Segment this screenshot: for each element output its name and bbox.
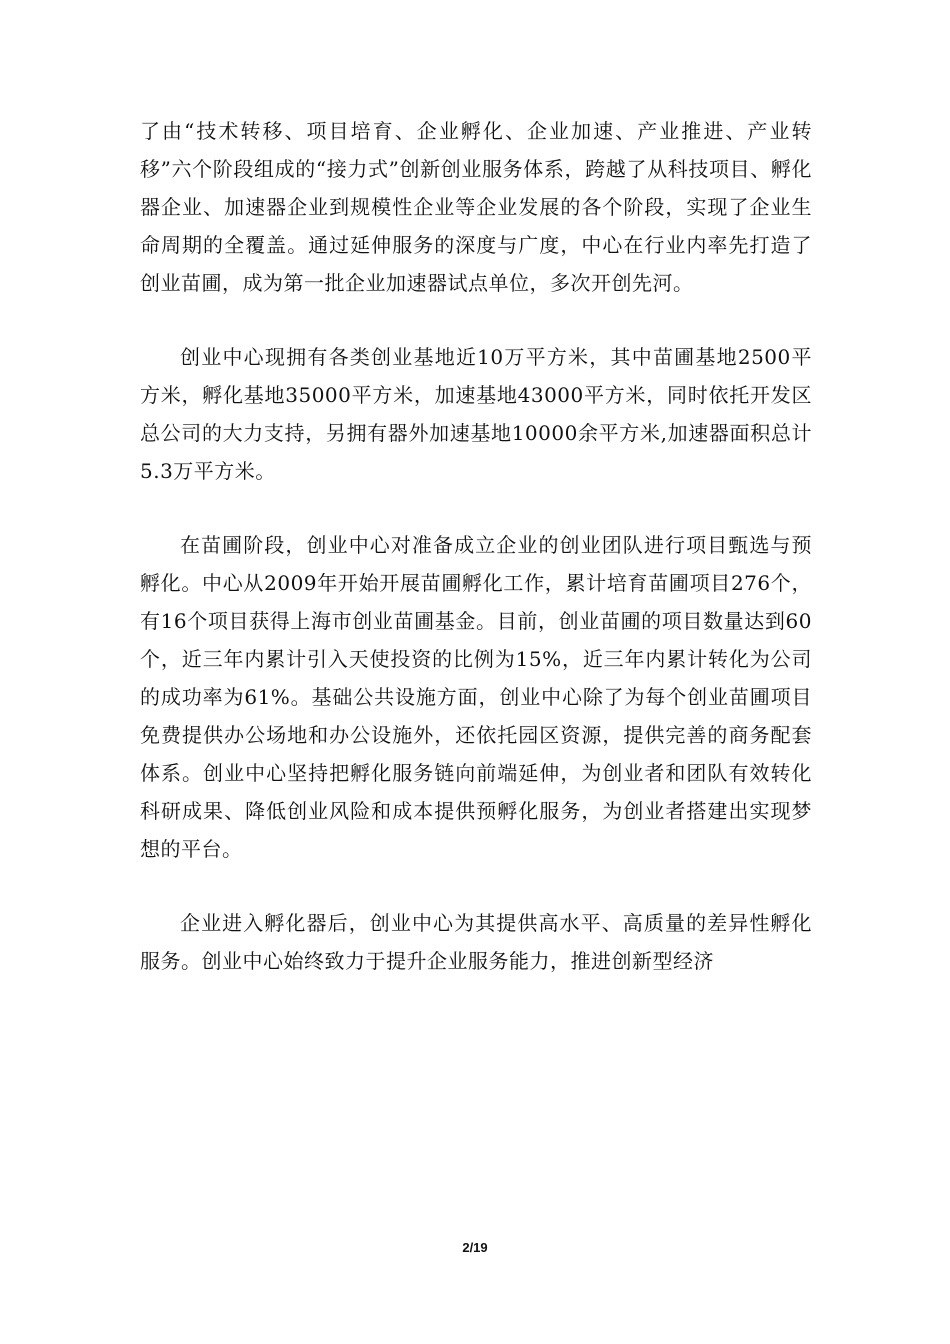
paragraph-1: 了由“技术转移、项目培育、企业孵化、企业加速、产业推进、产业转移”六个阶段组成的“接力式”创新创业服务体系，跨越了从科技项目、孵化器企业、加速器企业到规模性企业等企业发展的各个阶段，实现了企业生命周期的全覆盖。通过延伸服务的深度与广度，中心在行业内率先打造了创业苗圃，成为第一批企业加速器试点单位，多次开创先河。 — [140, 119, 812, 295]
paragraph-spacer — [140, 490, 812, 526]
document-body — [140, 112, 812, 980]
paragraph-4: 企业进入孵化器后，创业中心为其提供高水平、高质量的差异性孵化服务。创业中心始终致力于提升企业服务能力，推进创新型经济 — [140, 911, 812, 973]
paragraph-2: 创业中心现拥有各类创业基地近10万平方米，其中苗圃基地2500平方米，孵化基地35000平方米，加速基地43000平方米，同时依托开发区总公司的大力支持，另拥有器外加速基地10000余平方米,加速器面积总计5.3万平方米。 — [140, 345, 812, 483]
paragraph-3: 在苗圃阶段，创业中心对准备成立企业的创业团队进行项目甄选与预孵化。中心从2009年开始开展苗圃孵化工作，累计培育苗圃项目276个，有16个项目获得上海市创业苗圃基金。目前，创业苗圃的项目数量达到60个，近三年内累计引入天使投资的比例为15%，近三年内累计转化为公司的成功率为61%。基础公共设施方面，创业中心除了为每个创业苗圃项目免费提供办公场地和办公设施外，还依托园区资源，提供完善的商务配套体系。创业中心坚持把孵化服务链向前端延伸，为创业者和团队有效转化科研成果、降低创业风险和成本提供预孵化服务，为创业者搭建出实现梦想的平台。 — [140, 533, 812, 861]
paragraph-spacer — [140, 302, 812, 338]
page-number: 2/19 — [462, 1240, 488, 1255]
paragraph-spacer — [140, 868, 812, 904]
